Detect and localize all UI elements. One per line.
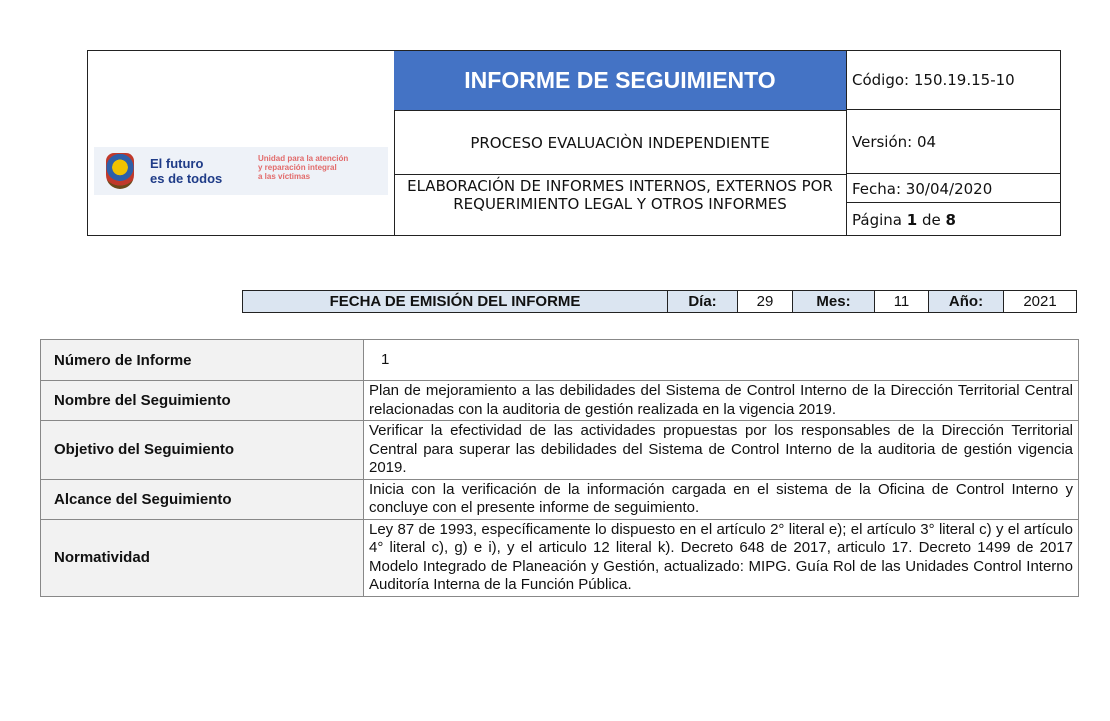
header-center bbox=[394, 51, 847, 235]
row-label: Nombre del Seguimiento bbox=[41, 381, 364, 420]
month-value: 11 bbox=[875, 291, 929, 312]
row-label: Alcance del Seguimiento bbox=[41, 480, 364, 519]
row-label: Objetivo del Seguimiento bbox=[41, 421, 364, 479]
logo-unit-name: Unidad para la atención y reparación integral a las víctimas bbox=[258, 154, 349, 181]
day-label: Día: bbox=[668, 291, 738, 312]
document-date: Fecha: 30/04/2020 bbox=[846, 175, 1060, 203]
row-value: Plan de mejoramiento a las debilidades del Sistema de Control Interno de la Dirección Territorial Central relacionadas con la auditoria de gestión realizada en la vigencia 2019. bbox=[369, 382, 1073, 418]
row-value: Inicia con la verificación de la información cargada en el sistema de la Oficina de Control Interno y concluye con el presente informe de seguimiento. bbox=[369, 480, 1073, 516]
page-number: Página 1 de 8 bbox=[852, 210, 956, 229]
document-version: Versión: 04 bbox=[846, 111, 1060, 174]
report-title: INFORME DE SEGUIMIENTO bbox=[394, 51, 846, 111]
month-label: Mes: bbox=[793, 291, 875, 312]
table-row bbox=[41, 381, 1078, 421]
colombia-coat-of-arms-icon bbox=[106, 153, 134, 189]
table-row bbox=[41, 340, 1078, 381]
elaboration-text: ELABORACIÓN DE INFORMES INTERNOS, EXTERNOS POR REQUERIMIENTO LEGAL Y OTROS INFORMES bbox=[407, 177, 833, 213]
institution-logo bbox=[94, 147, 388, 195]
report-info-table bbox=[40, 339, 1079, 597]
process-name: PROCESO EVALUACIÒN INDEPENDIENTE bbox=[394, 111, 846, 175]
emission-date-row bbox=[242, 290, 1077, 313]
year-value: 2021 bbox=[1004, 291, 1076, 312]
year-label: Año: bbox=[929, 291, 1004, 312]
table-row bbox=[41, 421, 1078, 480]
day-value: 29 bbox=[738, 291, 793, 312]
table-row bbox=[41, 480, 1078, 520]
emission-date-label: FECHA DE EMISIÓN DEL INFORME bbox=[243, 291, 668, 312]
table-row bbox=[41, 520, 1078, 596]
row-label: Número de Informe bbox=[41, 340, 364, 380]
logo-slogan: El futuro es de todos bbox=[150, 156, 223, 186]
row-value: Verificar la efectividad de las actividades propuestas por los responsables de la Dirección Territorial Central para superar las debilidades del Sistema de Control Interno de la auditoria de gestión vigencia 2019. bbox=[369, 422, 1073, 476]
row-value: 1 bbox=[381, 350, 390, 368]
row-value: Ley 87 de 1993, específicamente lo dispuesto en el artículo 2° literal e); el artículo 3° literal c) y el artículo 4° literal c), g) e i), y el articulo 12 literal k). Decreto 648 de 2017, articulo 17. Decreto 1499 de 2017 Modelo Integrado de Planeación y Gestión, actualizado: MIPG. Guía Rol de las Unidades Control Interno Auditoría Interna de la Función Pública. bbox=[369, 520, 1073, 593]
row-label: Normatividad bbox=[41, 520, 364, 596]
document-code: Código: 150.19.15-10 bbox=[846, 51, 1060, 110]
document-header bbox=[87, 50, 1061, 236]
header-meta bbox=[846, 51, 1060, 235]
logo-cell bbox=[88, 51, 395, 235]
